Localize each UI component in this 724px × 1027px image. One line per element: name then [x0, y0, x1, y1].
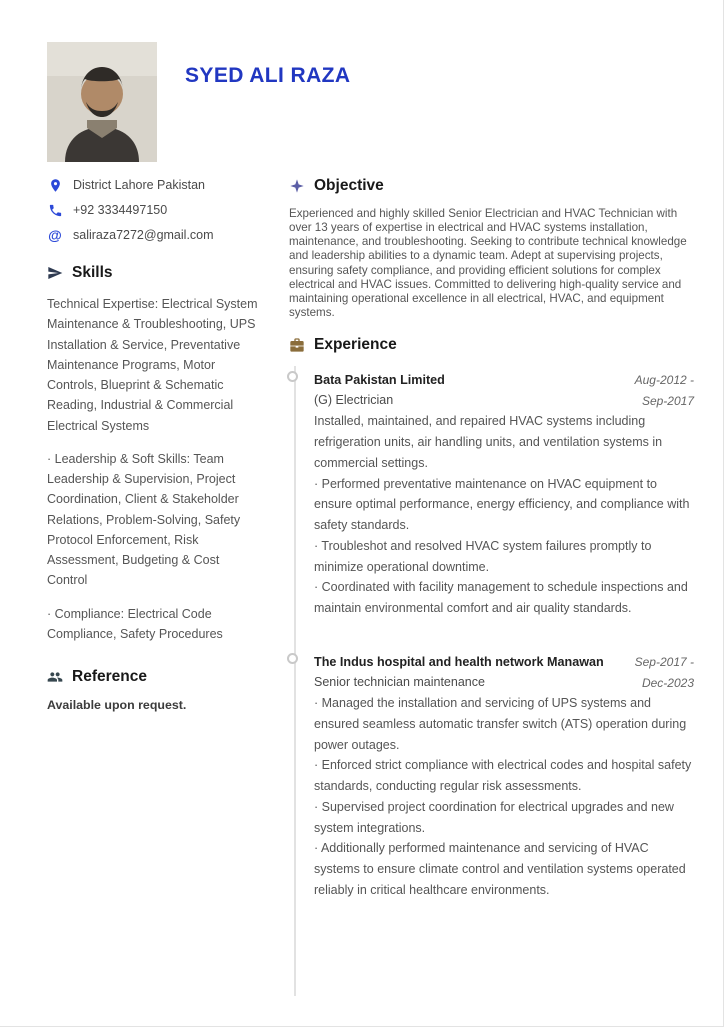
right-column [289, 177, 694, 996]
job-role: Senior technician maintenance [314, 675, 485, 690]
left-column [47, 177, 258, 996]
timeline-dot [287, 371, 298, 382]
job-dates: Sep-2017 - Dec-2023 [634, 654, 694, 690]
job-bullets [314, 411, 694, 619]
skills-paragraph: · Leadership & Soft Skills: Team Leadership & Supervision, Project Coordination, Client & Stakeholder Relations, Problem-Solving, Safety Protocol Enforcement, Risk Assessment, Budgeting & Cost Control [47, 451, 241, 588]
compass-star-icon [289, 178, 305, 194]
job-bullet: · Troubleshot and resolved HVAC system failures promptly to minimize operational downtime. [314, 538, 652, 574]
job-bullet: · Supervised project coordination for electrical upgrades and new system integrations. [314, 799, 674, 835]
paper-plane-icon [47, 265, 63, 281]
reference-heading-label: Reference [72, 668, 147, 685]
skills-heading [47, 264, 258, 282]
job-bullet: Installed, maintained, and repaired HVAC systems including refrigeration units, air handling units, and ventilation systems in commercial settings. [314, 414, 663, 470]
briefcase-icon [289, 337, 305, 353]
skills-paragraph: · Compliance: Electrical Code Compliance, Safety Procedures [47, 606, 223, 641]
people-icon [47, 669, 63, 685]
experience-entry [314, 370, 694, 619]
reference-heading [47, 668, 258, 686]
contact-phone-text: +92 3334497150 [73, 203, 168, 217]
job-company: The Indus hospital and health network Manawan [314, 654, 604, 669]
resume-body [47, 177, 694, 996]
experience-entry [314, 652, 694, 901]
job-company: Bata Pakistan Limited [314, 373, 445, 388]
skills-heading-label: Skills [72, 264, 113, 281]
candidate-name: SYED ALI RAZA [185, 64, 351, 87]
objective-heading [289, 177, 694, 195]
job-header [314, 370, 694, 411]
job-header [314, 652, 694, 693]
experience-heading-label: Experience [314, 336, 397, 354]
location-icon [47, 177, 63, 193]
job-title-block [314, 652, 604, 693]
profile-photo [47, 42, 157, 162]
job-bullet: · Managed the installation and servicing of UPS systems and ensured seamless automatic transfer switch (ATS) operation during power outages. [314, 696, 687, 752]
job-bullet: · Additionally performed maintenance and servicing of HVAC systems to ensure climate control and ventilation systems operated reliably in critical healthcare environments. [314, 841, 686, 897]
experience-section [289, 336, 694, 996]
contact-location-text: District Lahore Pakistan [73, 178, 206, 192]
job-title-block [314, 370, 445, 411]
job-role: (G) Electrician [314, 393, 394, 408]
skills-section [47, 264, 258, 644]
contact-location-row [47, 177, 258, 193]
contact-phone-row [47, 202, 258, 218]
timeline-dot [287, 653, 298, 664]
job-bullets [314, 693, 694, 901]
job-bullet: · Enforced strict compliance with electrical codes and hospital safety standards, conducting regular risk assessments. [314, 758, 692, 794]
email-icon: @ [48, 227, 62, 243]
job-bullet: · Coordinated with facility management to schedule inspections and maintain environmental comfort and air quality standards. [314, 580, 688, 616]
objective-section [289, 177, 694, 320]
experience-heading [289, 336, 694, 354]
contact-section [47, 177, 258, 243]
experience-timeline [294, 366, 694, 996]
resume-header [47, 42, 694, 162]
job-dates: Aug-2012 - Sep-2017 [634, 373, 694, 408]
phone-icon [47, 202, 63, 218]
contact-email-text: saliraza7272@gmail.com [73, 228, 214, 242]
objective-heading-label: Objective [314, 177, 384, 194]
contact-email-row [47, 227, 258, 243]
job-bullet: · Performed preventative maintenance on HVAC equipment to ensure optimal performance, energy efficiency, and compliance with safety standards. [314, 476, 690, 533]
objective-text: Experienced and highly skilled Senior Electrician and HVAC Technician with over 13 years of expertise in electrical and HVAC systems installation, maintenance, and troubleshooting. Seeking to contribute technical knowledge and leadership abilities to a dynamic team. Adept at supervising projects, ensuring safety compliance, and providing efficient solutions for complex electrical and HVAC issues. Committed to delivering high-quality service and maintaining operational excellence in all electrical, HVAC, and equipment systems. [289, 207, 687, 319]
reference-section [47, 668, 258, 712]
reference-text: Available upon request. [47, 698, 187, 712]
skills-paragraph: Technical Expertise: Electrical System Maintenance & Troubleshooting, UPS Installation & Service, Preventative Maintenance Programs, Motor Controls, Blueprint & Schematic Reading, Industrial & Commercial Electrical Systems [47, 297, 258, 433]
